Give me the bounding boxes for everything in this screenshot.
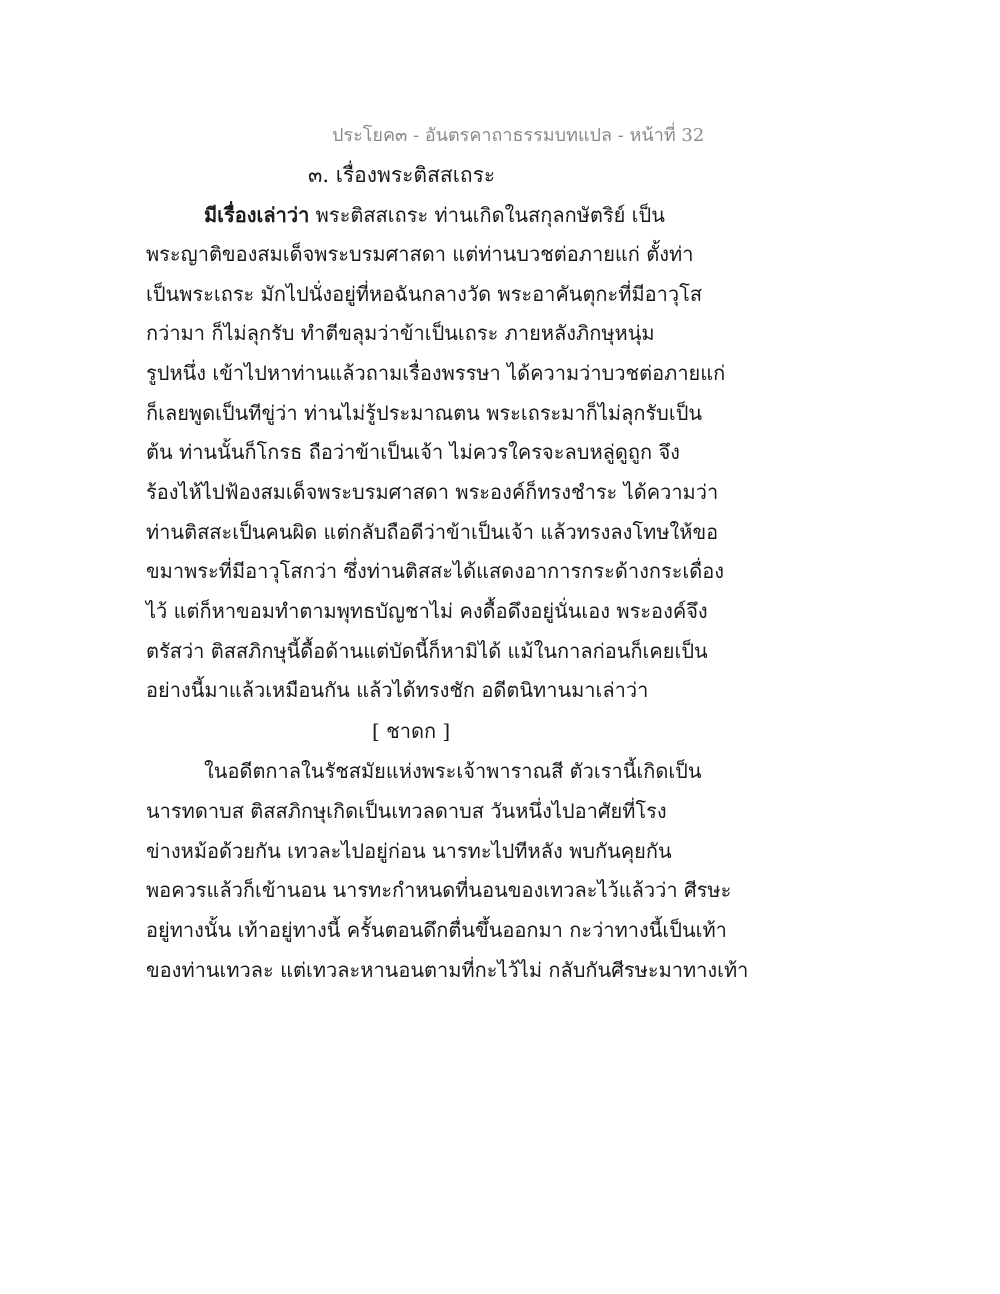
jataka-section-label: [ ชาดก ] xyxy=(372,719,451,743)
paragraph-1-line-1-text: พระติสสเถระ ท่านเกิดในสกุลกษัตริย์ เป็น xyxy=(309,203,665,227)
paragraph-1-line-9: ท่านติสสะเป็นคนผิด แต่กลับถือดีว่าข้าเป็นเจ้า แล้วทรงลงโทษให้ขอ xyxy=(146,520,719,544)
running-header: ประโยค๓ - อันตรคาถาธรรมบทแปล - หน้าที่ 32 xyxy=(332,125,705,146)
paragraph-1-line-8: ร้องไห้ไปฟ้องสมเด็จพระบรมศาสดา พระองค์ก็ทรงชำระ ได้ความว่า xyxy=(146,480,719,504)
paragraph-1-line-4: กว่ามา ก็ไม่ลุกรับ ทำตีขลุมว่าข้าเป็นเถระ ภายหลังภิกษุหนุ่ม xyxy=(146,321,655,345)
paragraph-2-line-1: ในอดีตกาลในรัชสมัยแห่งพระเจ้าพาราณสี ตัวเรานี้เกิดเป็น xyxy=(204,759,702,783)
paragraph-1-line-2: พระญาติของสมเด็จพระบรมศาสดา แต่ท่านบวชต่อภายแก่ ตั้งท่า xyxy=(146,242,694,266)
paragraph-1-line-6: ก็เลยพูดเป็นทีขู่ว่า ท่านไม่รู้ประมาณตน พระเถระมาก็ไม่ลุกรับเป็น xyxy=(146,401,703,425)
paragraph-2-line-3: ข่างหม้อด้วยกัน เทวละไปอยู่ก่อน นารทะไปทีหลัง พบกันคุยกัน xyxy=(146,839,672,863)
lead-phrase: มีเรื่องเล่าว่า xyxy=(204,203,310,227)
paragraph-1-line-1 xyxy=(204,200,665,230)
paragraph-2-line-2: นารทดาบส ติสสภิกษุเกิดเป็นเทวลดาบส วันหนึ่งไปอาศัยที่โรง xyxy=(146,799,667,823)
paragraph-1-line-11: ไว้ แต่ก็หาขอมทำตามพุทธบัญชาไม่ คงดื้อดึงอยู่นั่นเอง พระองค์จึง xyxy=(146,599,708,623)
paragraph-1-line-7: ต้น ท่านนั้นก็โกรธ ถือว่าข้าเป็นเจ้า ไม่ควรใครจะลบหลู่ดูถูก จึง xyxy=(146,440,680,464)
paragraph-1-line-10: ขมาพระที่มีอาวุโสกว่า ซึ่งท่านติสสะได้แสดงอาการกระด้างกระเดื่อง xyxy=(146,559,725,583)
paragraph-1-line-13: อย่างนี้มาแล้วเหมือนกัน แล้วได้ทรงชัก อดีตนิทานมาเล่าว่า xyxy=(146,678,649,702)
paragraph-2-line-4: พอควรแล้วก็เข้านอน นารทะกำหนดที่นอนของเทวละไว้แล้วว่า ศีรษะ xyxy=(146,878,732,902)
paragraph-2-line-6: ของท่านเทวละ แต่เทวละหานอนตามที่กะไว้ไม่ กลับกันศีรษะมาทางเท้า xyxy=(146,958,749,982)
paragraph-1-line-3: เป็นพระเถระ มักไปนั่งอยู่ที่หอฉันกลางวัด พระอาคันตุกะที่มีอาวุโส xyxy=(146,282,703,306)
paragraph-2-line-5: อยู่ทางนั้น เท้าอยู่ทางนี้ ครั้นตอนดึกตื่นขึ้นออกมา กะว่าทางนี้เป็นเท้า xyxy=(146,918,727,942)
paragraph-1-line-12: ตรัสว่า ติสสภิกษุนี้ดื้อด้านแต่บัดนี้ก็หามิได้ แม้ในกาลก่อนก็เคยเป็น xyxy=(146,639,708,663)
paragraph-1-line-5: รูปหนึ่ง เข้าไปหาท่านแล้วถามเรื่องพรรษา ได้ความว่าบวชต่อภายแก่ xyxy=(146,361,726,385)
story-title: ๓. เรื่องพระติสสเถระ xyxy=(308,163,496,187)
